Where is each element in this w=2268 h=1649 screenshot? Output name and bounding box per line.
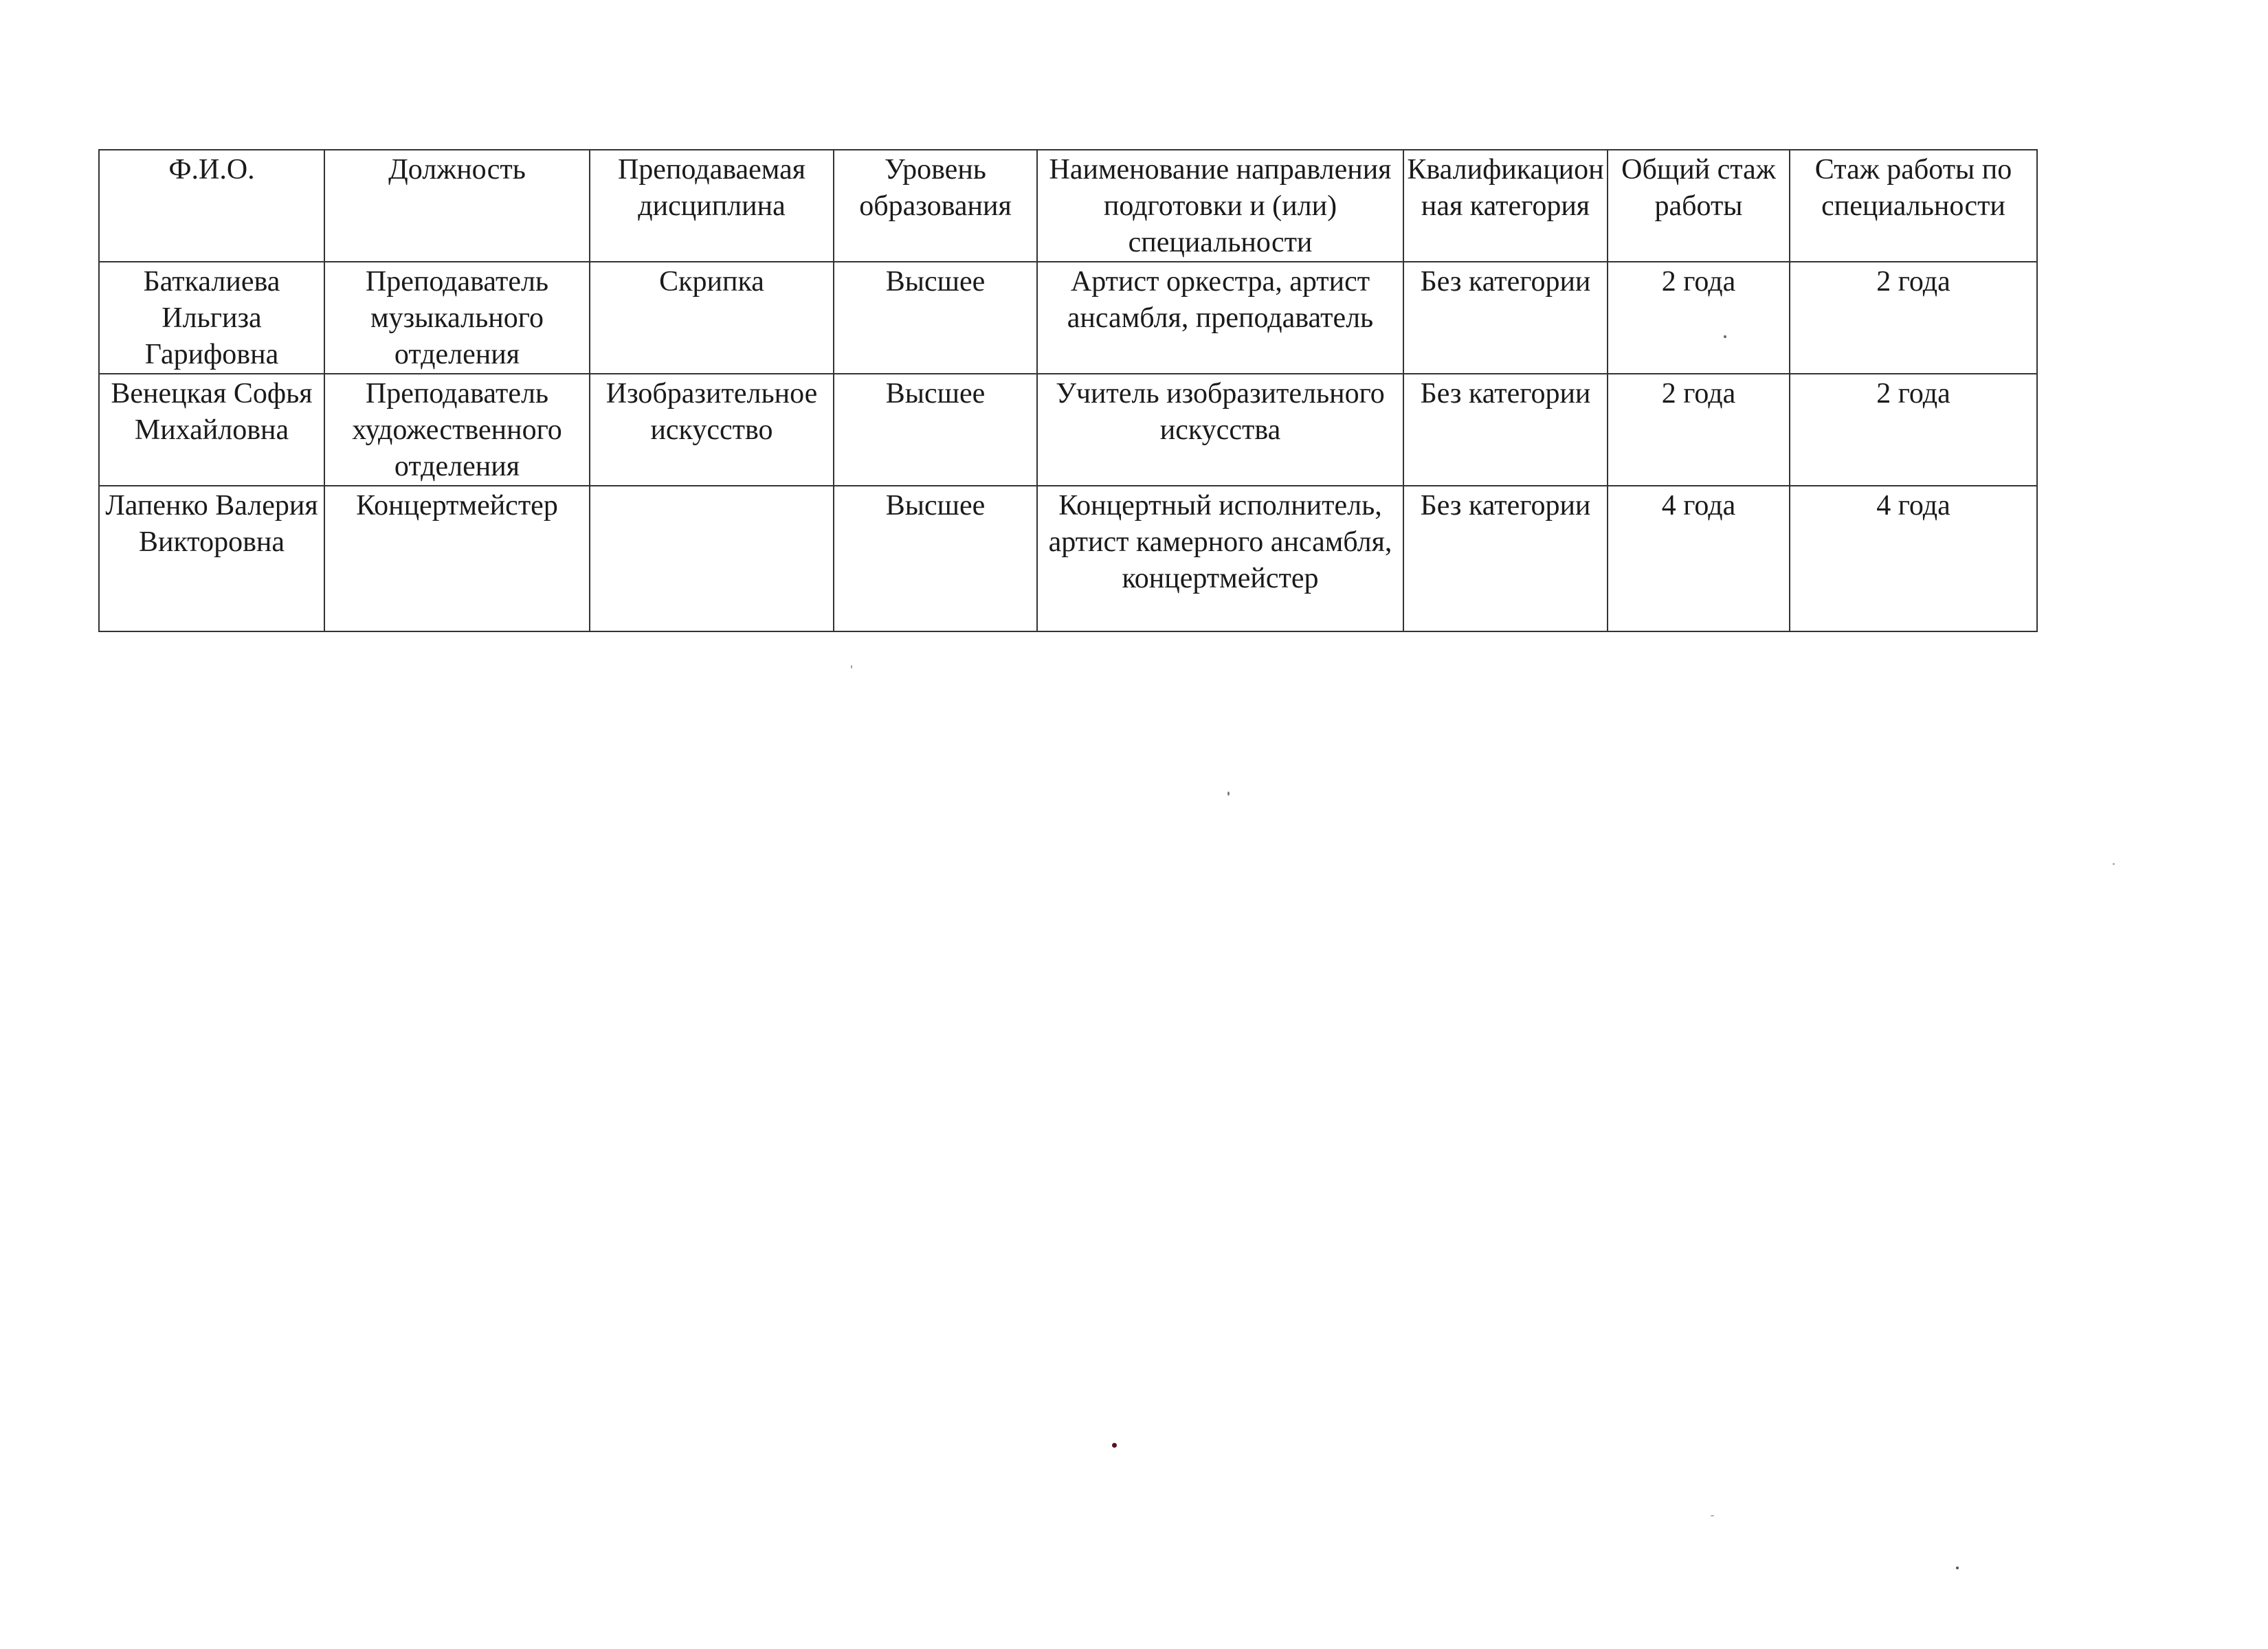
scan-speck <box>851 665 852 669</box>
scan-speck <box>1112 1443 1117 1448</box>
header-name: Ф.И.О. <box>99 150 324 262</box>
cell-specialty: Артист оркестра, артист ансамбля, преподаватель <box>1037 262 1403 374</box>
table-row <box>99 486 2037 631</box>
scan-speck <box>1227 792 1230 796</box>
cell-name: Баткалиева Ильгиза Гарифовна <box>99 262 324 374</box>
header-row <box>99 150 2037 262</box>
cell-education: Высшее <box>834 262 1037 374</box>
scan-speck <box>1711 1515 1714 1516</box>
cell-category: Без категории <box>1403 262 1608 374</box>
scan-speck <box>1724 335 1726 338</box>
cell-specialty-experience: 2 года <box>1790 374 2037 486</box>
cell-education: Высшее <box>834 374 1037 486</box>
cell-total-experience: 2 года <box>1608 374 1790 486</box>
header-position: Должность <box>324 150 590 262</box>
cell-position: Преподаватель художественного отделения <box>324 374 590 486</box>
cell-category: Без категории <box>1403 374 1608 486</box>
scan-speck <box>1956 1567 1959 1569</box>
cell-specialty: Учитель изобразительного искусства <box>1037 374 1403 486</box>
cell-total-experience: 2 года <box>1608 262 1790 374</box>
cell-total-experience: 4 года <box>1608 486 1790 631</box>
cell-discipline: Скрипка <box>590 262 834 374</box>
cell-specialty-experience: 2 года <box>1790 262 2037 374</box>
cell-education: Высшее <box>834 486 1037 631</box>
table-body <box>99 262 2037 631</box>
header-education: Уровень образования <box>834 150 1037 262</box>
table-row <box>99 262 2037 374</box>
cell-position: Концертмейстер <box>324 486 590 631</box>
cell-category: Без категории <box>1403 486 1608 631</box>
cell-discipline: Изобразительное искусство <box>590 374 834 486</box>
scan-speck <box>2113 863 2115 865</box>
table-header <box>99 150 2037 262</box>
header-category: Квалификационная категория <box>1403 150 1608 262</box>
table-row <box>99 374 2037 486</box>
header-discipline: Преподаваемая дисциплина <box>590 150 834 262</box>
cell-specialty: Концертный исполнитель, артист камерного ансамбля, концертмейстер <box>1037 486 1403 631</box>
header-specialty: Наименование направления подготовки и (или) специальности <box>1037 150 1403 262</box>
header-total-experience: Общий стаж работы <box>1608 150 1790 262</box>
cell-position: Преподаватель музыкального отделения <box>324 262 590 374</box>
cell-name: Венецкая Софья Михайловна <box>99 374 324 486</box>
cell-name: Лапенко Валерия Викторовна <box>99 486 324 631</box>
staff-table <box>98 149 2038 632</box>
header-specialty-experience: Стаж работы по специальности <box>1790 150 2037 262</box>
cell-specialty-experience: 4 года <box>1790 486 2037 631</box>
cell-discipline <box>590 486 834 631</box>
